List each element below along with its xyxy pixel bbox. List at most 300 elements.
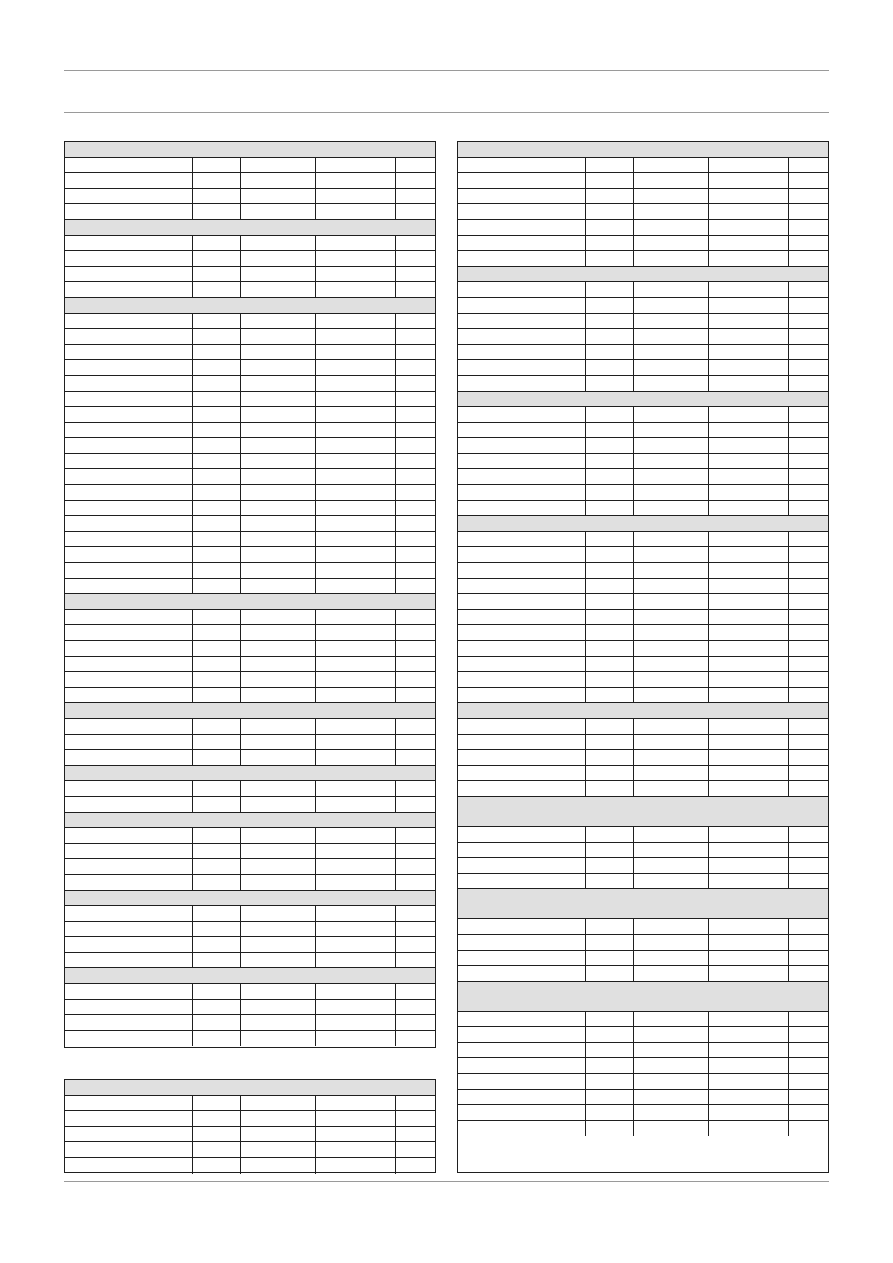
table-cell <box>396 750 435 765</box>
table-cell <box>458 951 586 966</box>
table-cell <box>396 360 435 375</box>
table-cell <box>458 688 586 703</box>
table-row <box>65 875 435 891</box>
table-cell <box>458 672 586 687</box>
table-row <box>458 345 828 361</box>
table-cell <box>241 906 316 921</box>
table-cell <box>396 579 435 594</box>
table-cell <box>65 750 193 765</box>
table-cell <box>65 423 193 438</box>
table-cell <box>65 438 193 453</box>
table-cell <box>789 1012 828 1027</box>
table-cell <box>458 485 586 500</box>
table-cell <box>634 750 709 765</box>
table-row <box>458 376 828 392</box>
table-cell <box>193 1158 241 1174</box>
table-cell <box>458 858 586 873</box>
table-cell <box>65 579 193 594</box>
table-row <box>65 516 435 532</box>
table-cell <box>634 1012 709 1027</box>
table-cell <box>241 937 316 952</box>
table-cell <box>396 1127 435 1142</box>
table-cell <box>241 267 316 282</box>
table-cell <box>65 1031 193 1047</box>
table-cell <box>709 360 789 375</box>
table-row <box>65 329 435 345</box>
table-cell <box>789 610 828 625</box>
table-cell <box>709 735 789 750</box>
table-cell <box>634 1027 709 1042</box>
table-cell <box>396 376 435 391</box>
table-cell <box>65 735 193 750</box>
table-cell <box>634 204 709 219</box>
table-cell <box>316 688 396 703</box>
table-row <box>458 547 828 563</box>
table-cell <box>634 329 709 344</box>
table-cell <box>65 547 193 562</box>
table-cell <box>634 951 709 966</box>
table-cell <box>316 906 396 921</box>
table-cell <box>193 937 241 952</box>
table-row <box>458 719 828 735</box>
table-cell <box>316 844 396 859</box>
table-cell <box>458 1058 586 1073</box>
table-cell <box>709 1090 789 1105</box>
table-cell <box>193 828 241 843</box>
table-cell <box>65 158 193 173</box>
table-cell <box>316 953 396 968</box>
table-row <box>65 485 435 501</box>
table-cell <box>396 173 435 188</box>
table-cell <box>709 874 789 889</box>
table-cell <box>65 719 193 734</box>
table-cell <box>396 1142 435 1157</box>
table-cell <box>316 922 396 937</box>
table-cell <box>789 204 828 219</box>
table-cell <box>709 1027 789 1042</box>
table-cell <box>789 858 828 873</box>
table-row <box>65 345 435 361</box>
table-cell <box>65 875 193 890</box>
table-cell <box>634 843 709 858</box>
table-cell <box>193 610 241 625</box>
table-cell <box>241 204 316 219</box>
table-cell <box>709 563 789 578</box>
table-cell <box>193 407 241 422</box>
table-cell <box>241 251 316 266</box>
table-cell <box>709 236 789 251</box>
table-cell <box>396 158 435 173</box>
table-cell <box>193 267 241 282</box>
table-cell <box>65 376 193 391</box>
table-cell <box>193 906 241 921</box>
table-cell <box>789 935 828 950</box>
table-cell <box>316 329 396 344</box>
footer-rule <box>64 1181 829 1182</box>
table-cell <box>789 407 828 422</box>
table-cell <box>709 438 789 453</box>
table-cell <box>634 563 709 578</box>
table-row <box>458 641 828 657</box>
table-cell <box>316 719 396 734</box>
table-cell <box>709 454 789 469</box>
table-cell <box>709 501 789 516</box>
table-cell <box>458 376 586 391</box>
table-cell <box>241 641 316 656</box>
table-cell <box>193 953 241 968</box>
table-cell <box>634 594 709 609</box>
table-row <box>458 220 828 236</box>
table-cell <box>458 1105 586 1120</box>
table-cell <box>193 547 241 562</box>
table-cell <box>316 828 396 843</box>
table-cell <box>634 376 709 391</box>
table-row <box>65 251 435 267</box>
table-cell <box>634 251 709 266</box>
table-cell <box>458 641 586 656</box>
table-row <box>458 469 828 485</box>
table-cell <box>458 750 586 765</box>
table-cell <box>789 376 828 391</box>
table-row <box>65 797 435 813</box>
table-row <box>458 951 828 967</box>
table-cell <box>709 220 789 235</box>
table-cell <box>458 158 586 173</box>
table-cell <box>193 984 241 999</box>
table-cell <box>789 672 828 687</box>
table-row <box>65 1142 435 1158</box>
table-cell <box>709 579 789 594</box>
table-cell <box>396 267 435 282</box>
table-cell <box>316 547 396 562</box>
table-cell <box>789 594 828 609</box>
table-cell <box>789 469 828 484</box>
table-cell <box>396 844 435 859</box>
table-cell <box>193 485 241 500</box>
table-cell <box>396 516 435 531</box>
table-row <box>458 672 828 688</box>
table-cell <box>634 438 709 453</box>
table-cell <box>634 610 709 625</box>
table-cell <box>586 625 634 640</box>
table-cell <box>586 173 634 188</box>
section-header <box>458 889 828 919</box>
table-cell <box>789 951 828 966</box>
table-row <box>458 1043 828 1059</box>
table-cell <box>458 610 586 625</box>
table-cell <box>316 407 396 422</box>
table-cell <box>241 1158 316 1174</box>
table-cell <box>586 750 634 765</box>
table-cell <box>65 828 193 843</box>
table-cell <box>586 360 634 375</box>
table-cell <box>586 376 634 391</box>
table-cell <box>789 158 828 173</box>
table-cell <box>634 547 709 562</box>
table-cell <box>65 797 193 812</box>
table-cell <box>316 781 396 796</box>
left-small-table <box>64 1079 436 1173</box>
table-cell <box>396 672 435 687</box>
table-cell <box>634 625 709 640</box>
table-row <box>65 469 435 485</box>
table-cell <box>586 423 634 438</box>
table-cell <box>586 827 634 842</box>
table-cell <box>709 1058 789 1073</box>
table-cell <box>241 1096 316 1111</box>
table-cell <box>586 843 634 858</box>
table-cell <box>193 672 241 687</box>
table-row <box>458 579 828 595</box>
table-cell <box>458 919 586 934</box>
section-header <box>65 142 435 158</box>
table-cell <box>586 874 634 889</box>
table-cell <box>193 1111 241 1126</box>
table-cell <box>458 454 586 469</box>
table-cell <box>241 438 316 453</box>
table-cell <box>458 1012 586 1027</box>
table-cell <box>789 750 828 765</box>
table-row <box>458 251 828 267</box>
table-cell <box>458 298 586 313</box>
table-row <box>65 750 435 766</box>
table-row <box>458 189 828 205</box>
table-cell <box>65 984 193 999</box>
table-cell <box>396 563 435 578</box>
table-cell <box>193 282 241 297</box>
table-row <box>65 625 435 641</box>
table-cell <box>316 469 396 484</box>
table-row <box>458 935 828 951</box>
table-row <box>65 423 435 439</box>
table-cell <box>65 407 193 422</box>
table-cell <box>65 1015 193 1030</box>
table-cell <box>193 625 241 640</box>
table-cell <box>65 360 193 375</box>
table-cell <box>241 922 316 937</box>
table-cell <box>789 1058 828 1073</box>
table-row <box>458 407 828 423</box>
table-cell <box>634 423 709 438</box>
table-row <box>65 781 435 797</box>
table-cell <box>241 392 316 407</box>
table-cell <box>241 875 316 890</box>
table-row <box>458 329 828 345</box>
table-cell <box>634 1121 709 1137</box>
table-cell <box>586 657 634 672</box>
table-cell <box>316 423 396 438</box>
table-cell <box>65 329 193 344</box>
table-cell <box>193 844 241 859</box>
section-header <box>458 392 828 408</box>
table-cell <box>65 516 193 531</box>
table-cell <box>396 657 435 672</box>
table-cell <box>241 984 316 999</box>
table-cell <box>396 828 435 843</box>
table-row <box>458 204 828 220</box>
table-cell <box>586 688 634 703</box>
header-top-rule <box>64 70 829 71</box>
table-cell <box>458 329 586 344</box>
table-cell <box>634 469 709 484</box>
table-cell <box>458 345 586 360</box>
table-cell <box>789 360 828 375</box>
table-cell <box>193 314 241 329</box>
table-cell <box>458 423 586 438</box>
table-row <box>458 1058 828 1074</box>
table-row <box>65 1127 435 1143</box>
table-row <box>65 906 435 922</box>
table-cell <box>709 469 789 484</box>
section-header <box>65 968 435 984</box>
table-cell <box>241 844 316 859</box>
table-cell <box>789 563 828 578</box>
table-cell <box>241 329 316 344</box>
table-cell <box>789 657 828 672</box>
table-row <box>458 314 828 330</box>
table-cell <box>586 532 634 547</box>
table-cell <box>396 1015 435 1030</box>
table-cell <box>709 407 789 422</box>
table-cell <box>316 937 396 952</box>
table-row <box>65 859 435 875</box>
section-header <box>65 813 435 829</box>
table-cell <box>586 594 634 609</box>
table-cell <box>458 204 586 219</box>
table-cell <box>241 719 316 734</box>
table-cell <box>316 984 396 999</box>
table-row <box>65 454 435 470</box>
table-cell <box>65 859 193 874</box>
table-cell <box>396 625 435 640</box>
table-cell <box>65 1127 193 1142</box>
table-cell <box>396 532 435 547</box>
table-row <box>458 158 828 174</box>
table-cell <box>193 392 241 407</box>
table-cell <box>789 298 828 313</box>
table-cell <box>396 454 435 469</box>
table-cell <box>586 251 634 266</box>
table-row <box>65 376 435 392</box>
table-cell <box>396 859 435 874</box>
table-cell <box>241 750 316 765</box>
table-cell <box>396 797 435 812</box>
table-cell <box>65 236 193 251</box>
table-row <box>65 719 435 735</box>
table-cell <box>193 579 241 594</box>
table-row <box>65 672 435 688</box>
table-row <box>458 610 828 626</box>
table-cell <box>458 236 586 251</box>
table-cell <box>396 236 435 251</box>
table-cell <box>458 719 586 734</box>
table-cell <box>396 392 435 407</box>
table-cell <box>241 1000 316 1015</box>
table-cell <box>709 423 789 438</box>
table-cell <box>241 1142 316 1157</box>
table-cell <box>586 766 634 781</box>
table-cell <box>65 937 193 952</box>
table-cell <box>193 251 241 266</box>
table-cell <box>789 625 828 640</box>
table-cell <box>241 563 316 578</box>
table-cell <box>586 485 634 500</box>
table-cell <box>193 469 241 484</box>
table-cell <box>789 173 828 188</box>
table-row <box>458 657 828 673</box>
table-cell <box>241 1127 316 1142</box>
table-cell <box>241 485 316 500</box>
table-cell <box>634 454 709 469</box>
table-cell <box>789 1027 828 1042</box>
table-row <box>65 563 435 579</box>
table-cell <box>65 392 193 407</box>
table-cell <box>241 1031 316 1047</box>
table-cell <box>241 953 316 968</box>
table-cell <box>789 501 828 516</box>
table-cell <box>193 922 241 937</box>
table-cell <box>396 735 435 750</box>
table-cell <box>316 236 396 251</box>
table-cell <box>316 563 396 578</box>
table-cell <box>789 189 828 204</box>
table-cell <box>396 314 435 329</box>
table-cell <box>316 267 396 282</box>
table-row <box>65 984 435 1000</box>
table-cell <box>458 173 586 188</box>
table-cell <box>241 532 316 547</box>
table-cell <box>789 220 828 235</box>
table-cell <box>316 1158 396 1174</box>
table-cell <box>709 204 789 219</box>
table-cell <box>193 438 241 453</box>
table-cell <box>709 657 789 672</box>
table-cell <box>586 1027 634 1042</box>
table-row <box>458 781 828 797</box>
table-cell <box>789 766 828 781</box>
table-cell <box>65 532 193 547</box>
table-cell <box>241 360 316 375</box>
table-cell <box>65 688 193 703</box>
table-cell <box>709 858 789 873</box>
left-main-table <box>64 141 436 1048</box>
table-cell <box>65 267 193 282</box>
table-cell <box>586 610 634 625</box>
table-cell <box>586 966 634 981</box>
table-row <box>458 735 828 751</box>
table-row <box>65 204 435 220</box>
table-cell <box>193 719 241 734</box>
table-cell <box>396 282 435 297</box>
table-row <box>65 360 435 376</box>
table-row <box>458 532 828 548</box>
table-cell <box>458 1074 586 1089</box>
table-cell <box>396 485 435 500</box>
table-row <box>65 501 435 517</box>
table-cell <box>709 594 789 609</box>
table-cell <box>396 610 435 625</box>
table-cell <box>634 1074 709 1089</box>
table-cell <box>65 189 193 204</box>
table-cell <box>458 625 586 640</box>
table-cell <box>709 688 789 703</box>
table-cell <box>396 1158 435 1174</box>
table-cell <box>316 314 396 329</box>
table-cell <box>586 547 634 562</box>
table-row <box>458 298 828 314</box>
table-cell <box>65 314 193 329</box>
table-cell <box>458 1121 586 1137</box>
